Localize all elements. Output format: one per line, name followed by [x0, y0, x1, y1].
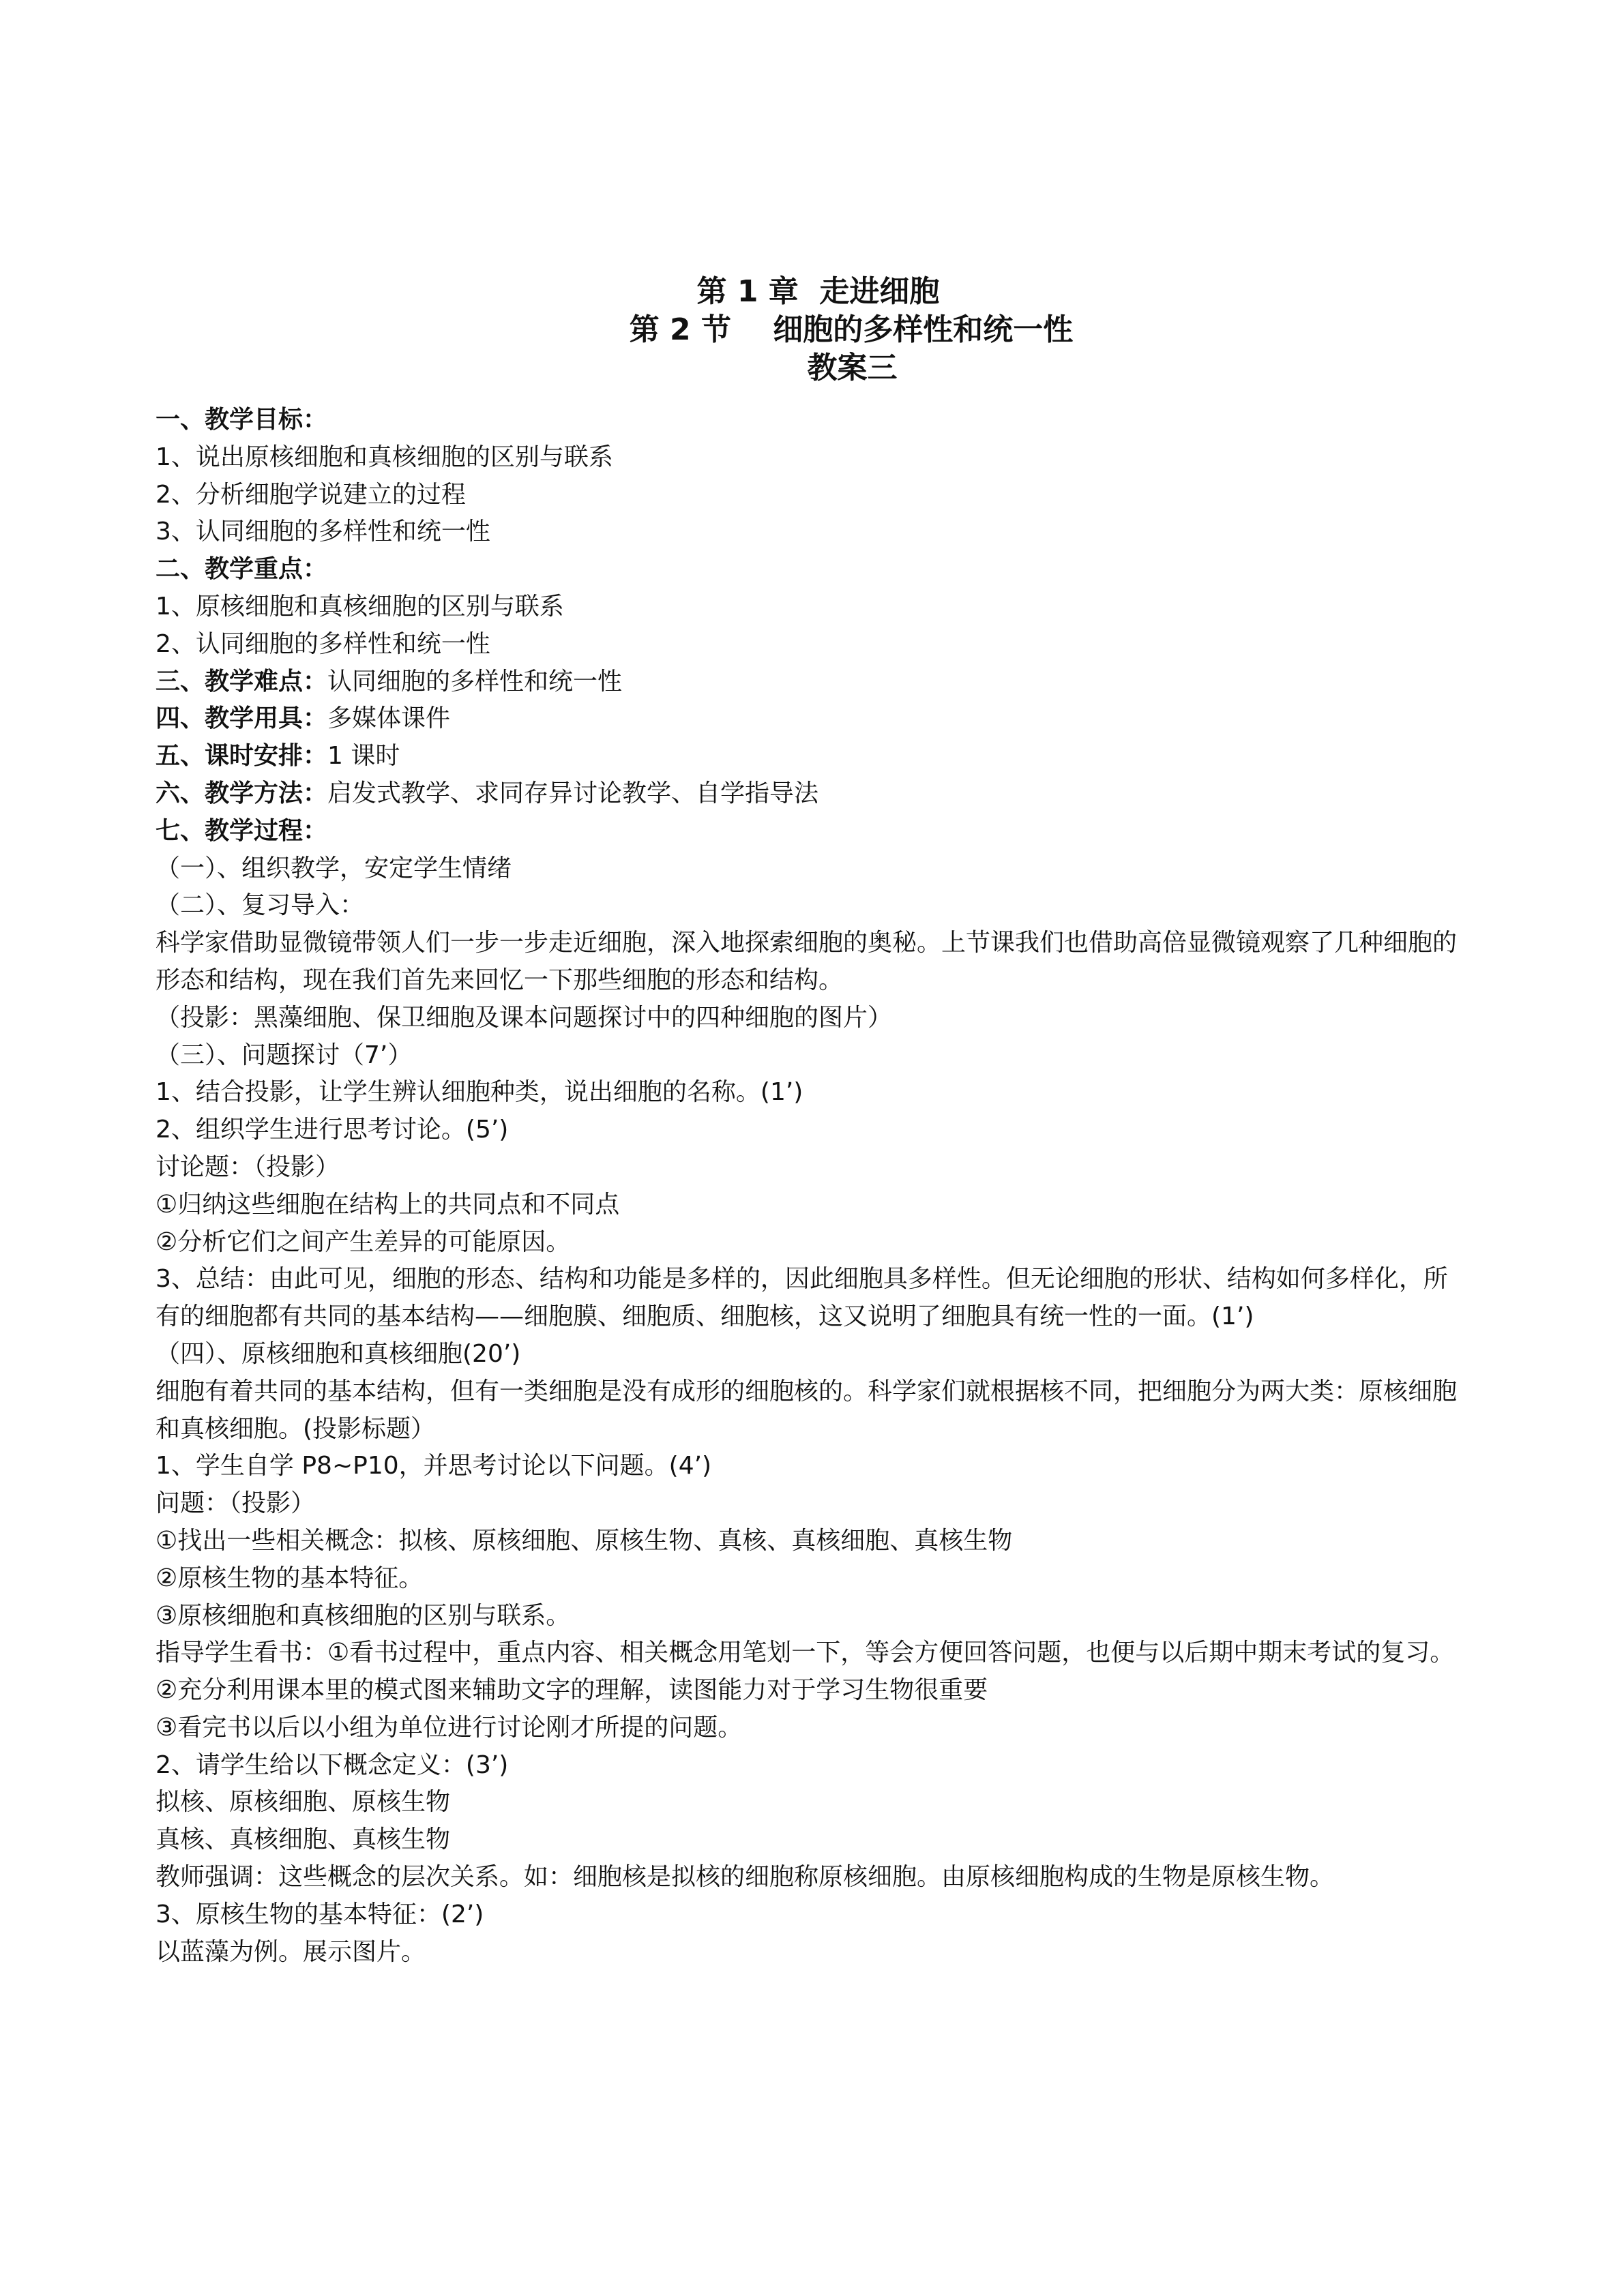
text-line: 以蓝藻为例。展示图片。 — [156, 1937, 426, 1966]
text-line: 指导学生看书：①看书过程中，重点内容、相关概念用笔划一下，等会方便回答问题，也便与以后期中期末考试的复习。 — [156, 1639, 1455, 1667]
text-line: ①归纳这些细胞在结构上的共同点和不同点 — [156, 1190, 620, 1219]
text-line: 七、教学过程： — [156, 816, 328, 845]
text-line: （一）、组织教学，安定学生情绪 — [156, 854, 512, 882]
text-line: ②分析它们之间产生差异的可能原因。 — [156, 1227, 571, 1256]
section-title: 第 2 节 细胞的多样性和统一性 — [629, 312, 1074, 347]
plan-title: 教案三 — [807, 351, 898, 385]
text-line: 细胞有着共同的基本结构，但有一类细胞是没有成形的细胞核的。科学家们就根据核不同，把细胞分为两大类：原核细胞和真核细胞。(投影标题） — [156, 1377, 1458, 1443]
text-line: ③看完书以后以小组为单位进行讨论刚才所提的问题。 — [156, 1713, 743, 1742]
lesson-plan-body — [156, 402, 1465, 1971]
text-line: 一、教学目标： — [156, 406, 328, 434]
text-line: 3、总结：由此可见，细胞的形态、结构和功能是多样的，因此细胞具多样性。但无论细胞的形状、结构如何多样化，所有的细胞都有共同的基本结构——细胞膜、细胞质、细胞核，这又说明了细胞具有统一性的一面。(1’) — [156, 1265, 1448, 1331]
text-line: 3、原核生物的基本特征：(2’) — [156, 1900, 484, 1928]
text-line: ②充分利用课本里的模式图来辅助文字的理解，读图能力对于学习生物很重要 — [156, 1676, 988, 1705]
text-line: （二）、复习导入： — [156, 891, 365, 920]
text-line: 2、请学生给以下概念定义：(3’) — [156, 1750, 509, 1779]
text-line: 1、原核细胞和真核细胞的区别与联系 — [156, 592, 564, 621]
text-line: ①找出一些相关概念：拟核、原核细胞、原核生物、真核、真核细胞、真核生物 — [156, 1526, 1013, 1555]
text-line: ③原核细胞和真核细胞的区别与联系。 — [156, 1601, 571, 1630]
text-line: 六、教学方法：启发式教学、求同存异讨论教学、自学指导法 — [156, 779, 819, 807]
text-line: 四、教学用具：多媒体课件 — [156, 704, 451, 733]
text-line: 问题：（投影） — [156, 1489, 316, 1518]
title-block — [0, 273, 1624, 387]
text-line: 讨论题：（投影） — [156, 1152, 340, 1181]
text-line: 1、说出原核细胞和真核细胞的区别与联系 — [156, 443, 613, 471]
text-line: （三）、问题探讨（7’） — [156, 1041, 413, 1069]
text-line: 科学家借助显微镜带领人们一步一步走近细胞，深入地探索细胞的奥秘。上节课我们也借助高倍显微镜观察了几种细胞的形态和结构，现在我们首先来回忆一下那些细胞的形态和结构。 — [156, 929, 1458, 994]
text-line: ②原核生物的基本特征。 — [156, 1564, 424, 1592]
text-line: （四）、原核细胞和真核细胞(20’) — [156, 1339, 521, 1368]
text-line: 教师强调：这些概念的层次关系。如：细胞核是拟核的细胞称原核细胞。由原核细胞构成的生物是原核生物。 — [156, 1863, 1335, 1892]
text-line: 拟核、原核细胞、原核生物 — [156, 1788, 451, 1817]
text-line: 五、课时安排：1 课时 — [156, 742, 400, 771]
text-line: 3、认同细胞的多样性和统一性 — [156, 518, 490, 546]
chapter-title: 第 1 章 走进细胞 — [696, 274, 940, 309]
text-line: 三、教学难点：认同细胞的多样性和统一性 — [156, 667, 623, 696]
text-line: 2、认同细胞的多样性和统一性 — [156, 629, 490, 658]
text-line: （投影：黑藻细胞、保卫细胞及课本问题探讨中的四种细胞的图片） — [156, 1003, 893, 1032]
text-line: 1、结合投影，让学生辨认细胞种类，说出细胞的名称。(1’) — [156, 1078, 803, 1107]
text-line: 1、学生自学 P8~P10，并思考讨论以下问题。(4’) — [156, 1452, 712, 1480]
text-line: 2、组织学生进行思考讨论。(5’) — [156, 1116, 509, 1144]
text-line: 二、教学重点： — [156, 555, 328, 584]
text-line: 2、分析细胞学说建立的过程 — [156, 480, 466, 509]
text-line: 真核、真核细胞、真核生物 — [156, 1825, 451, 1854]
